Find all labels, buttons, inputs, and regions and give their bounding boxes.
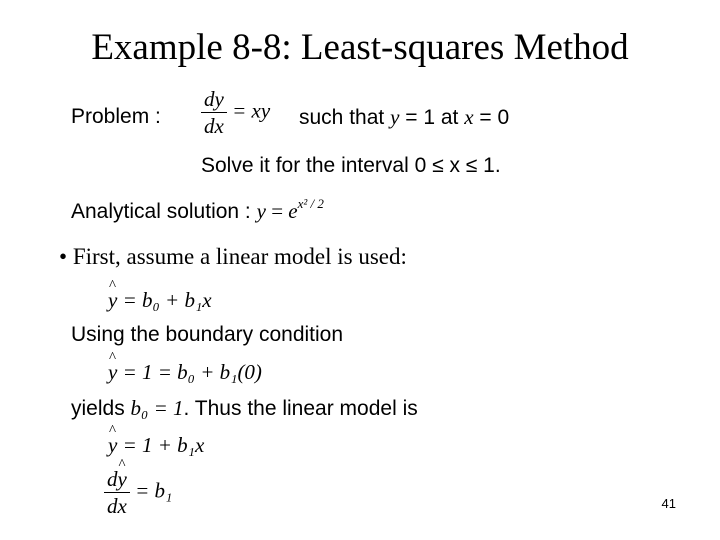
equation-rest: = b₀ + b₁x <box>117 288 212 312</box>
dyhat-dx-fraction <box>104 468 130 517</box>
b0-value: b₀ = 1 <box>130 396 184 420</box>
boundary-equation <box>108 360 262 385</box>
fraction-denominator: dx <box>204 114 224 139</box>
thus-text: . Thus the linear model is <box>183 397 418 420</box>
condition-x: x <box>464 105 474 129</box>
yields-line <box>71 396 418 421</box>
bullet-marker: • <box>59 244 68 269</box>
y-hat: ^ y <box>118 468 127 490</box>
problem-label: Problem : <box>71 105 161 128</box>
condition-eq-2: = 0 <box>473 106 510 129</box>
analytical-exponent: x² / 2 <box>297 196 324 211</box>
derivative-equation <box>104 468 172 517</box>
such-that-text: such that <box>299 106 391 129</box>
y-hat: ^ y <box>108 360 117 385</box>
equation-rhs: = b₁ <box>129 478 173 503</box>
linear-model-equation <box>108 288 212 313</box>
analytical-solution <box>71 196 324 224</box>
analytical-e: e <box>288 198 298 223</box>
fraction-numerator <box>104 468 130 493</box>
yields-text: yields <box>71 397 131 420</box>
slide-title: Example 8-8: Least-squares Method <box>91 27 629 68</box>
dy-dx-fraction <box>201 88 227 137</box>
solve-interval-text: Solve it for the interval 0 ≤ x ≤ 1. <box>201 154 501 177</box>
boundary-condition-text: Using the boundary condition <box>71 323 344 346</box>
linear-model-result <box>108 433 204 458</box>
condition-y: y <box>390 105 400 129</box>
equation-rest: = 1 + b₁x <box>117 433 205 457</box>
fraction-denominator: dx <box>107 494 127 519</box>
fraction-numerator: dy <box>201 88 227 113</box>
problem-condition <box>299 105 509 130</box>
bullet-point <box>59 244 407 270</box>
analytical-y: y <box>256 198 266 223</box>
y-hat: ^ y <box>108 288 117 313</box>
analytical-label: Analytical solution : <box>71 199 257 223</box>
condition-eq-1: = 1 at <box>399 106 465 129</box>
problem-equation <box>201 88 270 137</box>
y-hat: ^ y <box>108 433 117 458</box>
equation-rhs: = xy <box>226 98 271 123</box>
slide-number: 41 <box>661 496 676 511</box>
equation-rest: = 1 = b₀ + b₁(0) <box>117 360 262 384</box>
numerator-d: d <box>107 467 118 491</box>
analytical-eq: = <box>265 198 289 223</box>
bullet-text: First, assume a linear model is used: <box>72 244 407 269</box>
